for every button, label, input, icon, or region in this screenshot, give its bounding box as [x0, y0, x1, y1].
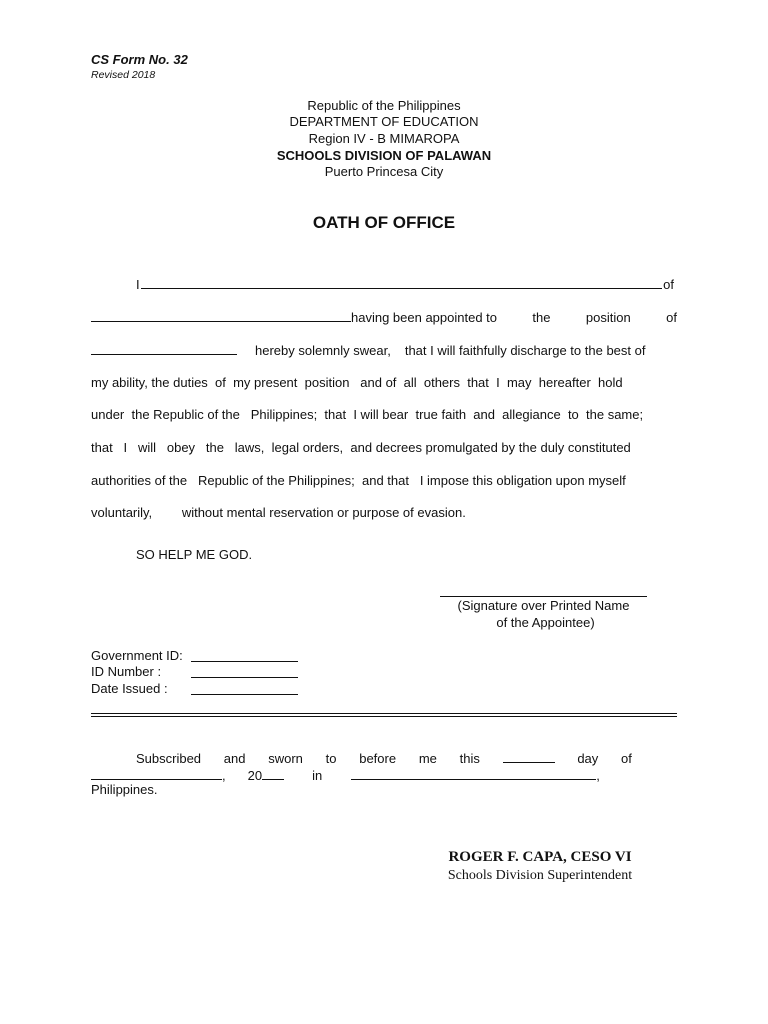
jurat-year-prefix: 20 [247, 768, 263, 783]
jurat-to: to [325, 751, 337, 766]
header-city: Puerto Princesa City [324, 164, 444, 179]
header-department: DEPARTMENT OF EDUCATION [289, 114, 479, 129]
jurat-day: day [577, 751, 599, 766]
jurat-subscribed: Subscribed [136, 751, 202, 766]
jurat-before: before [359, 751, 397, 766]
jurat-line-1 [136, 750, 632, 766]
oath-line-5: under the Republic of the Philippines; that I will bear true faith and allegiance to the same; [91, 407, 644, 422]
oath-line-7: authorities of the Republic of the Philippines; and that I impose this obligation upon myself [91, 473, 626, 488]
signer-position: Schools Division Superintendent [447, 868, 633, 883]
header-region: Region IV - B MIMAROPA [308, 131, 460, 146]
signature-caption-1: (Signature over Printed Name [457, 598, 630, 613]
jurat-month-field[interactable] [91, 767, 222, 780]
jurat-sworn: sworn [268, 751, 303, 766]
office-field[interactable] [91, 309, 351, 322]
oath-line-2 [91, 309, 677, 325]
oath-voluntarily: voluntarily, [91, 505, 153, 520]
id-number-field[interactable] [191, 677, 298, 678]
id-number-label: ID Number : [91, 664, 162, 679]
oath-appointed: having been appointed to [351, 310, 498, 325]
oath-evasion: without mental reservation or purpose of evasion. [181, 505, 466, 520]
jurat-me: me [418, 751, 437, 766]
signer-name: ROGER F. CAPA, CESO VI [448, 849, 632, 865]
signature-line[interactable] [440, 596, 647, 597]
signature-caption-2: of the Appointee) [496, 615, 595, 630]
form-number: CS Form No. 32 [91, 52, 188, 67]
date-issued-label: Date Issued : [91, 681, 168, 696]
jurat-country: Philippines. [91, 782, 158, 797]
oath-of: of [663, 277, 674, 292]
jurat-place-field[interactable] [351, 767, 596, 780]
government-id-field[interactable] [191, 661, 298, 662]
oath-line-3 [91, 342, 677, 358]
name-field[interactable] [141, 276, 663, 289]
section-divider [91, 713, 677, 717]
jurat-in: in [312, 768, 323, 783]
form-revision: Revised 2018 [91, 69, 156, 81]
jurat-day-field[interactable] [503, 750, 555, 763]
header-division: SCHOOLS DIVISION OF PALAWAN [276, 148, 492, 163]
jurat-and: and [223, 751, 246, 766]
oath-line-1 [136, 276, 677, 292]
oath-line-4: my ability, the duties of my present position and of all others that I may hereafter hold [91, 375, 623, 390]
header-republic: Republic of the Philippines [307, 98, 461, 113]
oath-swear: hereby solemnly swear, [255, 343, 391, 358]
closing-statement: SO HELP ME GOD. [136, 547, 253, 562]
document-title: OATH OF OFFICE [312, 213, 456, 232]
jurat-of: of [621, 751, 632, 766]
jurat-this: this [459, 751, 480, 766]
oath-line-8 [91, 505, 677, 520]
oath-i: I [136, 277, 140, 292]
oath-discharge: that I will faithfully discharge to the best of [404, 343, 646, 358]
oath-line-6: that I will obey the laws, legal orders, and decrees promulgated by the duly constituted [91, 440, 631, 455]
position-field[interactable] [91, 342, 237, 355]
date-issued-field[interactable] [191, 694, 298, 695]
jurat-year-field[interactable] [262, 767, 284, 780]
oath-of-2: of [666, 310, 677, 325]
jurat-line-2: , 20 in , [91, 767, 677, 783]
oath-the: the [532, 310, 551, 325]
oath-position: position [585, 310, 631, 325]
government-id-label: Government ID: [91, 648, 183, 663]
